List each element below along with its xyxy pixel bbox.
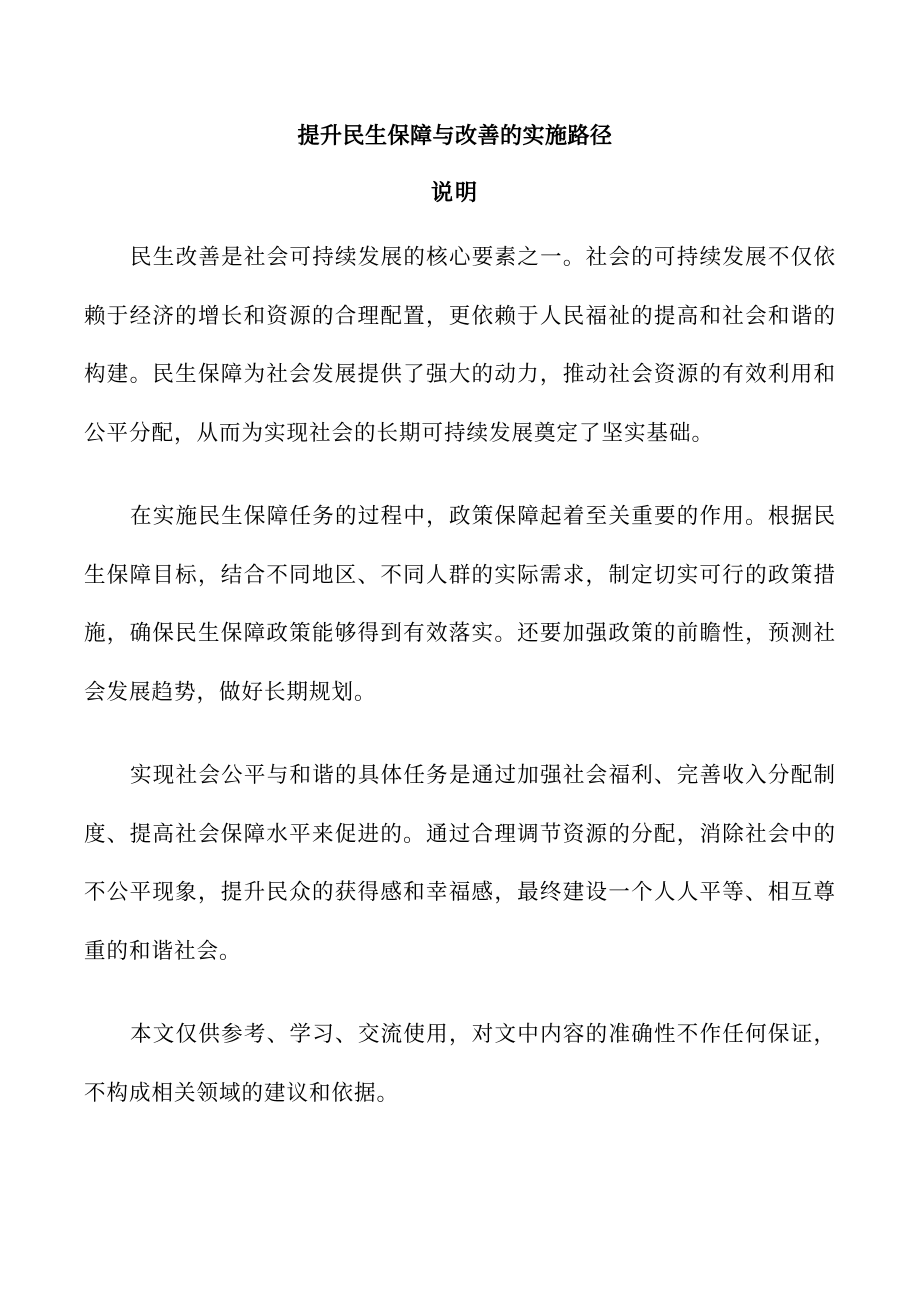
- document-body: [84, 229, 836, 1148]
- section-heading: 说明: [430, 180, 479, 206]
- disclaimer-paragraph: 本文仅供参考、学习、交流使用，对文中内容的准确性不作任何保证，不构成相关领域的建议和依据。: [84, 1022, 836, 1106]
- document-title: 提升民生保障与改善的实施路径: [297, 123, 613, 149]
- paragraph-2: 在实施民生保障任务的过程中，政策保障起着至关重要的作用。根据民生保障目标，结合不同地区、不同人群的实际需求，制定切实可行的政策措施，确保民生保障政策能够得到有效落实。还要加强政策的前瞻性，预测社会发展趋势，做好长期规划。: [84, 504, 836, 705]
- paragraph-1: 民生改善是社会可持续发展的核心要素之一。社会的可持续发展不仅依赖于经济的增长和资源的合理配置，更依赖于人民福祉的提高和社会和谐的构建。民生保障为社会发展提供了强大的动力，推动社会资源的有效利用和公平分配，从而为实现社会的长期可持续发展奠定了坚实基础。: [84, 245, 836, 446]
- paragraph-3: 实现社会公平与和谐的具体任务是通过加强社会福利、完善收入分配制度、提高社会保障水平来促进的。通过合理调节资源的分配，消除社会中的不公平现象，提升民众的获得感和幸福感，最终建设一个人人平等、相互尊重的和谐社会。: [84, 763, 836, 964]
